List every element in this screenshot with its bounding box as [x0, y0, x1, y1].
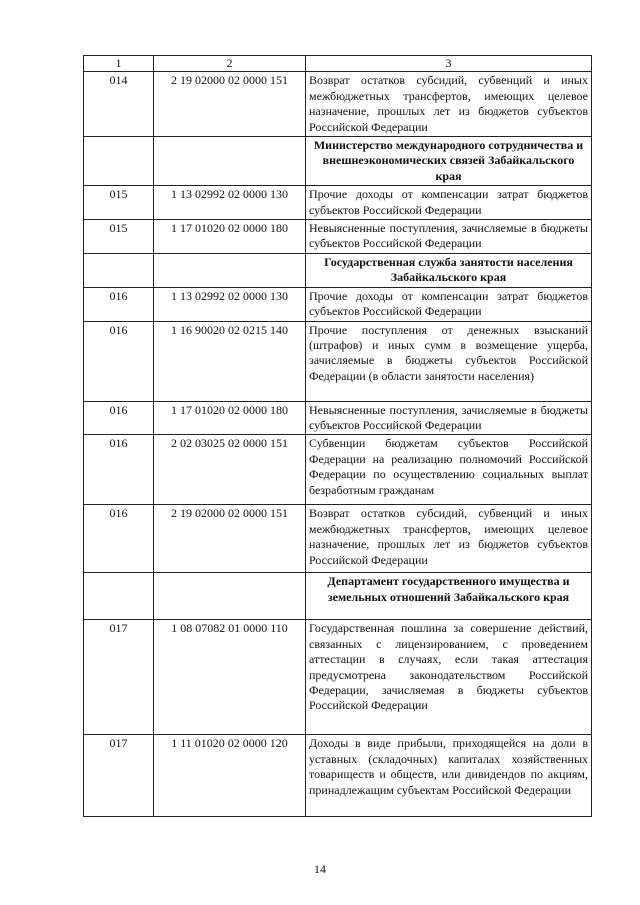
kbk-code-cell: 2 19 02000 02 0000 151 — [154, 72, 306, 137]
description-cell: Возврат остатков субсидий, субвенций и иных межбюджетных трансфертов, имеющих целевое назначение, прошлых лет из бюджетов субъектов Российской Федерации — [306, 505, 592, 573]
table-row — [84, 435, 592, 505]
table-row — [84, 735, 592, 817]
admin-code-cell: 015 — [84, 186, 154, 220]
page-number: 14 — [314, 862, 326, 876]
empty-cell — [84, 137, 154, 186]
table-row — [84, 620, 592, 735]
section-row — [84, 253, 592, 287]
description-cell: Доходы в виде прибыли, приходящейся на доли в уставных (складочных) капиталах хозяйственных товариществ и обществ, или дивидендов по акциям, принадлежащим субъектам Российской Федерации — [306, 735, 592, 817]
description-cell: Прочие доходы от компенсации затрат бюджетов субъектов Российской Федерации — [306, 186, 592, 220]
description-cell: Невыясненные поступления, зачисляемые в бюджеты субъектов Российской Федерации — [306, 220, 592, 254]
admin-code-cell: 017 — [84, 620, 154, 735]
header-col-2: 2 — [154, 56, 306, 72]
table-row — [84, 186, 592, 220]
section-title: Министерство международного сотрудничества и внешнеэкономических связей Забайкальского края — [306, 137, 592, 186]
admin-code-cell: 015 — [84, 220, 154, 254]
admin-code-cell: 016 — [84, 321, 154, 401]
description-cell: Субвенции бюджетам субъектов Российской Федерации на реализацию полномочий Российской Федерации по осуществлению социальных выплат безработным гражданам — [306, 435, 592, 505]
description-cell: Невыясненные поступления, зачисляемые в бюджеты субъектов Российской Федерации — [306, 401, 592, 435]
kbk-code-cell: 1 17 01020 02 0000 180 — [154, 220, 306, 254]
kbk-code-cell: 1 11 01020 02 0000 120 — [154, 735, 306, 817]
empty-cell — [84, 253, 154, 287]
description-cell: Прочие доходы от компенсации затрат бюджетов субъектов Российской Федерации — [306, 287, 592, 321]
admin-code-cell: 014 — [84, 72, 154, 137]
description-cell: Прочие поступления от денежных взысканий (штрафов) и иных сумм в возмещение ущерба, зачисляемые в бюджеты субъектов Российской Федерации (в области занятости населения) — [306, 321, 592, 401]
header-row — [84, 56, 592, 72]
section-title: Департамент государственного имущества и земельных отношений Забайкальского края — [306, 573, 592, 620]
kbk-code-cell: 1 17 01020 02 0000 180 — [154, 401, 306, 435]
table-row — [84, 287, 592, 321]
kbk-code-cell: 2 02 03025 02 0000 151 — [154, 435, 306, 505]
admin-code-cell: 016 — [84, 505, 154, 573]
header-col-3: 3 — [306, 56, 592, 72]
kbk-code-cell: 2 19 02000 02 0000 151 — [154, 505, 306, 573]
empty-cell — [154, 573, 306, 620]
kbk-code-cell: 1 08 07082 01 0000 110 — [154, 620, 306, 735]
description-cell: Возврат остатков субсидий, субвенций и иных межбюджетных трансфертов, имеющих целевое назначение, прошлых лет из бюджетов субъектов Российской Федерации — [306, 72, 592, 137]
kbk-code-cell: 1 16 90020 02 0215 140 — [154, 321, 306, 401]
table-row — [84, 401, 592, 435]
table-row — [84, 72, 592, 137]
admin-code-cell: 016 — [84, 287, 154, 321]
admin-code-cell: 016 — [84, 435, 154, 505]
empty-cell — [84, 573, 154, 620]
section-title: Государственная служба занятости населения Забайкальского края — [306, 253, 592, 287]
empty-cell — [154, 253, 306, 287]
description-cell: Государственная пошлина за совершение действий, связанных с лицензированием, с проведением аттестации в случаях, если такая аттестация предусмотрена законодательством Российской Федерации, зачисляемая в бюджеты субъектов Российской Федерации — [306, 620, 592, 735]
budget-revenue-table — [83, 55, 592, 817]
table-row — [84, 220, 592, 254]
table-row — [84, 321, 592, 401]
empty-cell — [154, 137, 306, 186]
admin-code-cell: 016 — [84, 401, 154, 435]
section-row — [84, 573, 592, 620]
section-row — [84, 137, 592, 186]
admin-code-cell: 017 — [84, 735, 154, 817]
kbk-code-cell: 1 13 02992 02 0000 130 — [154, 287, 306, 321]
kbk-code-cell: 1 13 02992 02 0000 130 — [154, 186, 306, 220]
table-row — [84, 505, 592, 573]
header-col-1: 1 — [84, 56, 154, 72]
